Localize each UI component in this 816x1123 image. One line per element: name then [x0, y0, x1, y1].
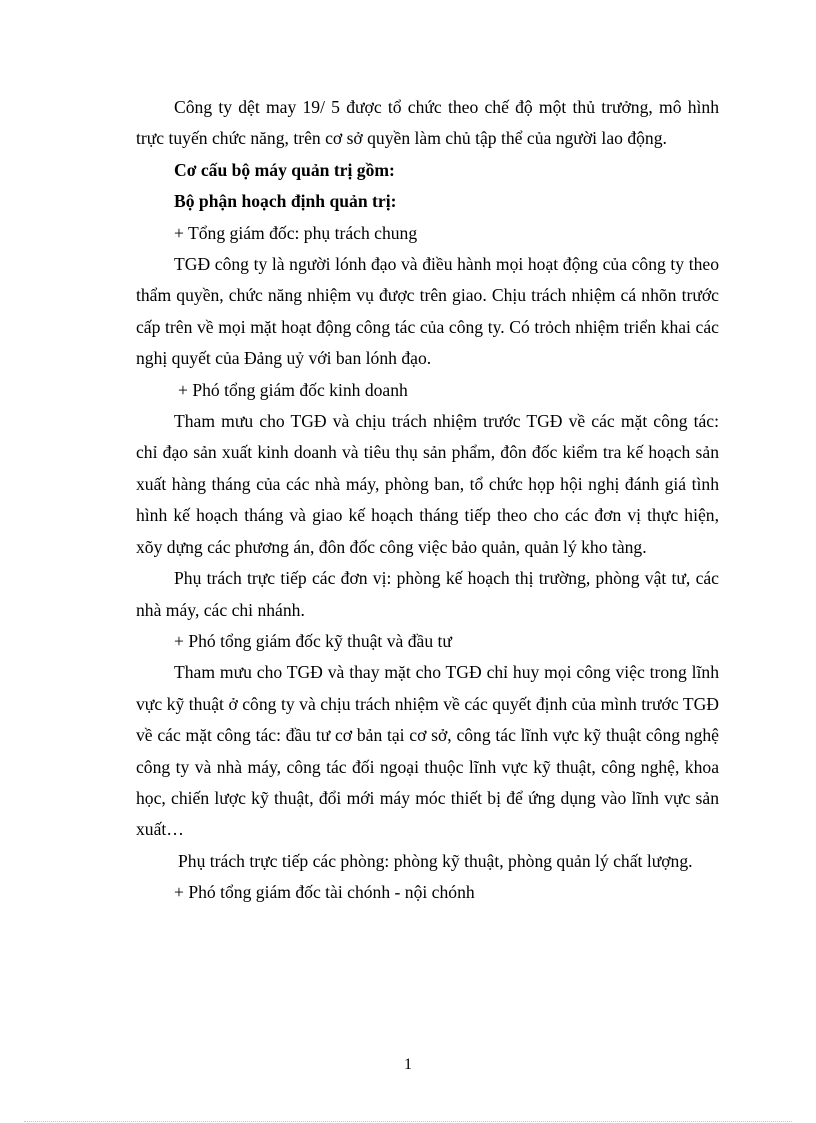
- paragraph-general-director-duties: TGĐ công ty là người lónh đạo và điều hành mọi hoạt động của công ty theo thẩm quyền, chức năng nhiệm vụ được trên giao. Chịu trách nhiệm cá nhõn trước cấp trên về mọi mặt hoạt động công tác của công ty. Có trỏch nhiệm triển khai các nghị quyết của Đảng uỷ với ban lónh đạo.: [136, 254, 719, 369]
- paragraph-deputy-technical-duties: Tham mưu cho TGĐ và thay mặt cho TGĐ chỉ huy mọi công việc trong lĩnh vực kỹ thuật ở công ty và chịu trách nhiệm về các quyết định của mình trước TGĐ về các mặt công tác: đầu tư cơ bản tại cơ sở, công tác lĩnh vực kỹ thuật công nghệ công ty và nhà máy, công tác đối ngoại thuộc lĩnh vực kỹ thuật, công nghệ, khoa học, chiến lược kỹ thuật, đổi mới máy móc thiết bị để ứng dụng vào lĩnh vực sản xuất…: [136, 662, 719, 840]
- heading-management-structure: Cơ cấu bộ máy quản trị gồm:: [174, 159, 395, 180]
- item-deputy-director-technical: + Phó tổng giám đốc kỹ thuật và đầu tư: [174, 630, 452, 651]
- page-bottom-border: [24, 1121, 792, 1122]
- document-body: [136, 92, 719, 909]
- item-deputy-director-finance: + Phó tổng giám đốc tài chónh - nội chónh: [174, 882, 475, 903]
- heading-planning-department: Bộ phận hoạch định quản trị:: [174, 191, 397, 212]
- page-number: 1: [404, 1056, 412, 1073]
- paragraph-deputy-technical-units: Phụ trách trực tiếp các phòng: phòng kỹ thuật, phòng quản lý chất lượng.: [178, 850, 693, 871]
- paragraph-deputy-business-duties: Tham mưu cho TGĐ và chịu trách nhiệm trước TGĐ về các mặt công tác: chỉ đạo sản xuất kinh doanh và tiêu thụ sản phẩm, đôn đốc kiểm tra kế hoạch sản xuất hàng tháng của các nhà máy, phòng ban, tổ chức họp hội nghị đánh giá tình hình kế hoạch tháng và giao kế hoạch tháng tiếp theo cho các đơn vị thực hiện, xõy dựng các phương án, đôn đốc công việc bảo quản, quản lý kho tàng.: [136, 411, 719, 557]
- paragraph-deputy-business-units: Phụ trách trực tiếp các đơn vị: phòng kế hoạch thị trường, phòng vật tư, các nhà máy, các chi nhánh.: [136, 568, 719, 620]
- item-deputy-director-business: + Phó tổng giám đốc kinh doanh: [178, 379, 408, 400]
- item-general-director: + Tổng giám đốc: phụ trách chung: [174, 222, 418, 243]
- paragraph-company-structure: Công ty dệt may 19/ 5 được tổ chức theo chế độ một thủ trưởng, mô hình trực tuyến chức năng, trên cơ sở quyền làm chủ tập thể của người lao động.: [136, 97, 719, 149]
